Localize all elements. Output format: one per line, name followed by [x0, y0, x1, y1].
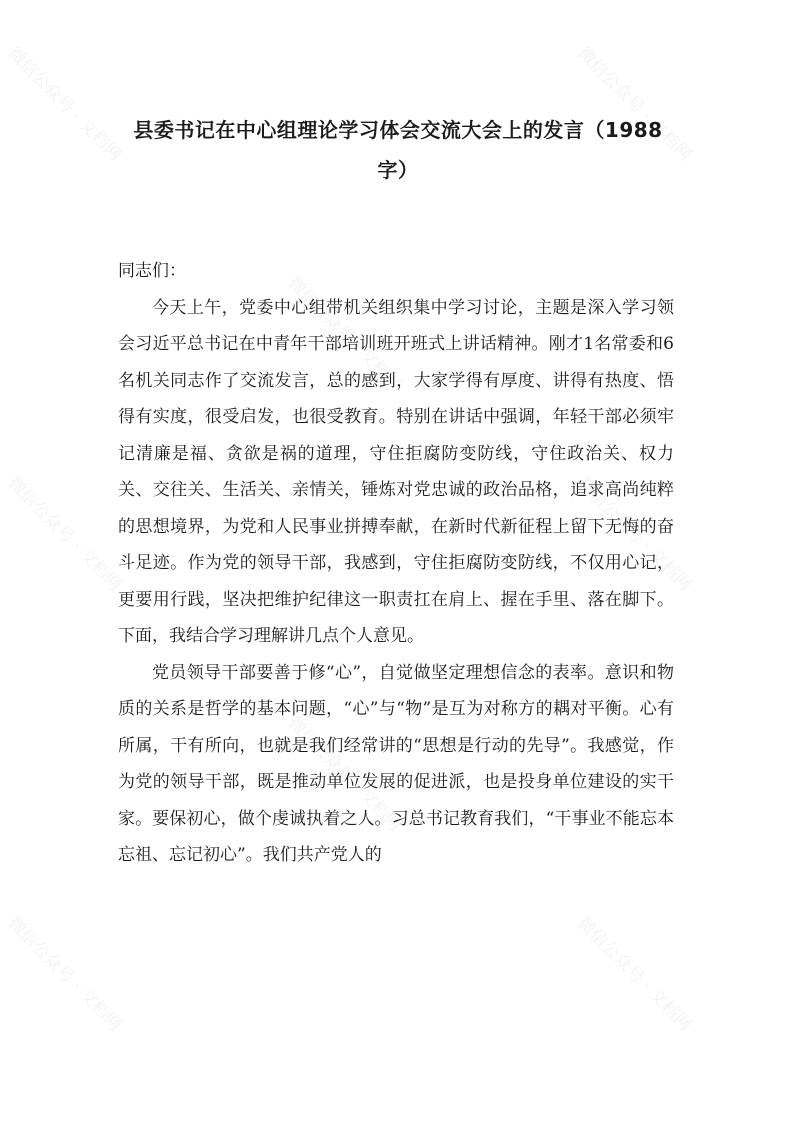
- watermark: 微信公众号 · 文档网: [573, 473, 696, 596]
- watermark: 微信公众号 · 文档网: [283, 713, 406, 836]
- paragraph-1: 今天上午，党委中心组带机关组织集中学习讨论，主题是深入学习领会习近平总书记在中青年干部培训班开班式上讲话精神。刚才1名常委和6名机关同志作了交流发言，总的感到，大家学得有厚度、讲得有热度、悟得有实度，很受启发，也很受教育。特别在讲话中强调，年轻干部必须牢记清廉是福、贪欲是祸的道理，守住拒腐防变防线，守住政治关、权力关、交往关、生活关、亲情关，锤炼对党忠诚的政治品格，追求高尚纯粹的思想境界，为党和人民事业拼搏奉献，在新时代新征程上留下无悔的奋斗足迹。作为党的领导干部，我感到，守住拒腐防变防线，不仅用心记，更要用行践，坚决把维护纪律这一职责扛在肩上、握在手里、落在脚下。下面，我结合学习理解讲几点个人意见。: [118, 297, 674, 646]
- document-body: [118, 253, 674, 874]
- watermark: 微信公众号 · 文档网: [283, 273, 406, 396]
- salutation: 同志们：: [118, 261, 186, 281]
- document-title: 县委书记在中心组理论学习体会交流大会上的发言（1988字）: [133, 118, 663, 182]
- watermark: 微信公众号 · 文档网: [573, 913, 696, 1036]
- watermark: 微信公众号 · 文档网: [573, 43, 696, 166]
- watermark: 微信公众号 · 文档网: [3, 913, 126, 1036]
- paragraph-2: 党员领导干部要善于修“心”，自觉做坚定理想信念的表率。意识和物质的关系是哲学的基本问题，“心”与“物”是互为对称方的耦对平衡。心有所属，干有所向，也就是我们经常讲的“思想是行动的先导”。我感觉，作为党的领导干部，既是推动单位发展的促进派，也是投身单位建设的实干家。要保初心，做个虔诚执着之人。习总书记教育我们，“干事业不能忘本忘祖、忘记初心”。我们共产党人的: [118, 662, 674, 865]
- watermark: 微信公众号 · 文档网: [3, 43, 126, 166]
- watermark: 微信公众号 · 文档网: [3, 473, 126, 596]
